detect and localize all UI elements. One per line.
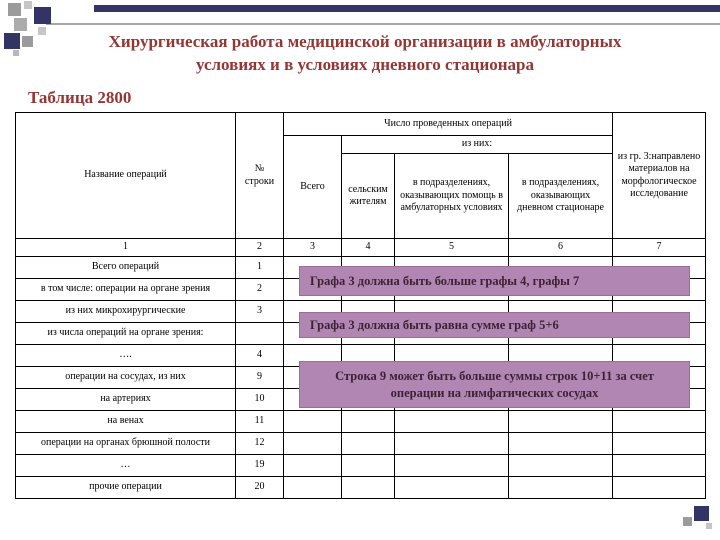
mosaic-square [694,506,709,521]
column-number: 2 [236,239,284,257]
row-number: 1 [236,257,284,279]
header-rural-residents: сельским жителям [342,154,395,239]
top-accent-bar [94,5,720,12]
mosaic-square [706,523,712,529]
row-label: из них микрохирургические [16,301,236,323]
row-number: 3 [236,301,284,323]
mosaic-square [683,517,692,526]
table-row [16,455,706,477]
row-label: прочие операции [16,477,236,499]
row-label: операции на органах брюшной полости [16,433,236,455]
header-operations-count-group: Число проведенных операций [284,113,613,136]
mosaic-square [34,7,51,24]
empty-cell [284,411,342,433]
empty-cell [613,477,706,499]
empty-cell [613,411,706,433]
empty-cell [395,411,509,433]
empty-cell [284,455,342,477]
top-divider-line [46,23,720,25]
header-outpatient-units: в подразделениях, оказывающих помощь в амбулаторных условиях [395,154,509,239]
row-label: из числа операций на органе зрения: [16,323,236,345]
callout-rule-row9-sum [299,361,690,408]
row-number: 12 [236,433,284,455]
row-number: 9 [236,367,284,389]
row-label: …. [16,345,236,367]
table-number-label: Таблица 2800 [28,88,132,107]
slide-title-line-2: условиях и в условиях дневного стационара [196,54,534,74]
mosaic-square [8,3,21,16]
header-morphology: из гр. 3:направлено материалов на морфологическое исследование [613,113,706,239]
empty-cell [284,477,342,499]
empty-cell [509,477,613,499]
row-label: операции на сосудах, из них [16,367,236,389]
column-number: 5 [395,239,509,257]
mosaic-square [13,50,19,56]
operations-table [15,112,706,499]
row-number: 11 [236,411,284,433]
empty-cell [509,455,613,477]
row-number: 4 [236,345,284,367]
table-row [16,477,706,499]
empty-cell [613,455,706,477]
empty-cell [395,455,509,477]
row-number: 19 [236,455,284,477]
empty-cell [509,433,613,455]
row-label: на артериях [16,389,236,411]
header-total: Всего [284,136,342,239]
callout-rule-column3-greater [299,266,690,296]
row-number [236,323,284,345]
empty-cell [613,433,706,455]
callout-text: Графа 3 должна быть больше графы 4, графы 7 [310,273,580,288]
callout-text: Строка 9 может быть больше суммы строк 10+11 за счет операции на лимфатических сосудах [335,368,654,400]
row-number: 20 [236,477,284,499]
empty-cell [395,433,509,455]
row-number: 10 [236,389,284,411]
empty-cell [342,433,395,455]
row-label: на венах [16,411,236,433]
empty-cell [342,455,395,477]
row-label: Всего операций [16,257,236,279]
table-row [16,433,706,455]
column-number: 6 [509,239,613,257]
column-numbers-row [16,239,706,257]
empty-cell [284,433,342,455]
column-number: 1 [16,239,236,257]
header-operation-name: Название операций [16,113,236,239]
column-number: 3 [284,239,342,257]
row-number: 2 [236,279,284,301]
header-row-number: № строки [236,113,284,239]
empty-cell [509,411,613,433]
empty-cell [395,477,509,499]
column-number: 7 [613,239,706,257]
slide-title-line-1: Хирургическая работа медицинской организации в амбулаторных [108,32,622,51]
table-row [16,411,706,433]
empty-cell [342,477,395,499]
mosaic-square [24,1,32,9]
slide-title [20,31,710,77]
callout-rule-column3-equals-sum [299,312,690,338]
mosaic-square [14,18,27,31]
empty-cell [342,411,395,433]
callout-text: Графа 3 должна быть равна сумме граф 5+6 [310,317,559,332]
mosaic-square [4,33,20,49]
header-day-hospital-units: в подразделениях, оказывающих дневном стационаре [509,154,613,239]
header-of-them: из них: [342,136,613,154]
column-number: 4 [342,239,395,257]
row-label: в том числе: операции на органе зрения [16,279,236,301]
row-label: … [16,455,236,477]
